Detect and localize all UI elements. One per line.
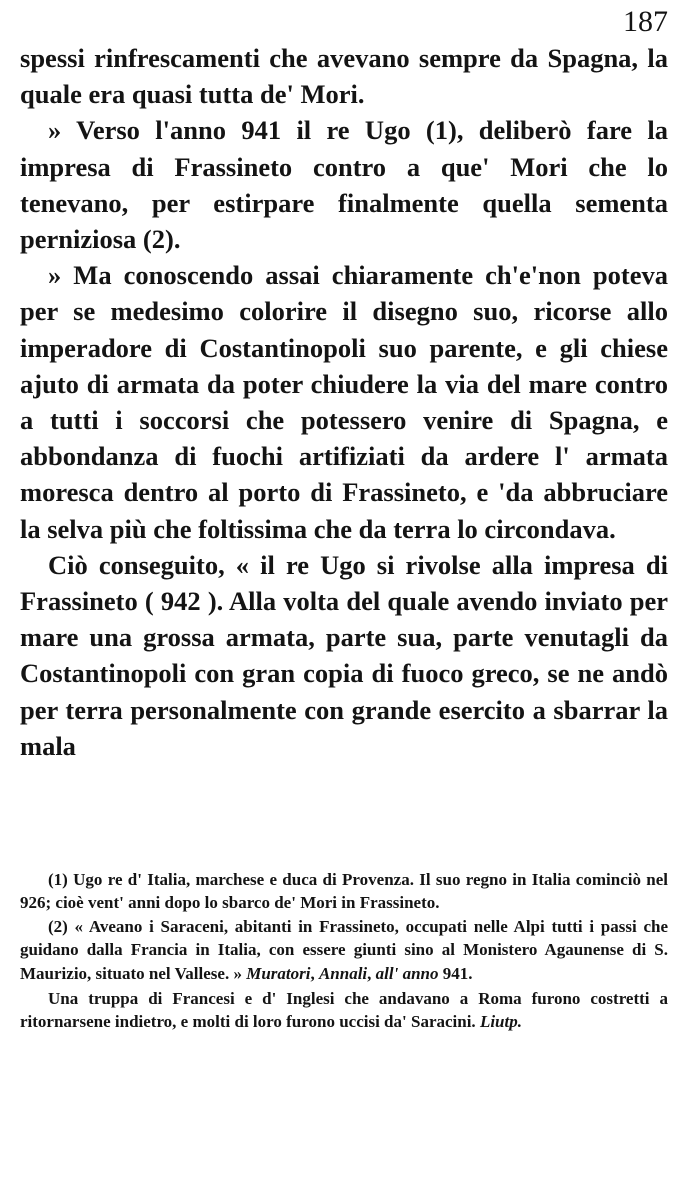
footnote-2-text: (2) « Aveano i Saraceni, abitanti in Frassineto, occupati nelle Alpi tutti i passi che guidano dalla Francia in Italia, con essere giunti sino al Monistero Agaunense di S. Maurizio, situato nel Vallese. » (20, 916, 668, 983)
footnote-2-author: Muratori (246, 963, 311, 983)
page-number: 187 (623, 5, 668, 38)
footnote-2-sep2: , (367, 963, 376, 983)
footnote-2-year: 941. (438, 963, 473, 983)
footnotes (20, 868, 668, 1034)
main-text (20, 40, 668, 764)
paragraph-3: » Ma conoscendo assai chiaramente ch'e'non poteva per se medesimo colorire il disegno suo, ricorse allo imperadore di Costantinopoli suo parente, e gli chiese ajuto di armata da poter chiudere la via del mare contro a tutti i soccorsi che potessero venire di Spagna, e abbondanza di fuochi artifiziati da ardere l' armata moresca dentro al porto di Frassineto, e 'da abbruciare la selva più che foltissima che da terra lo circondava. (20, 260, 668, 544)
footnote-2-year-label: all' anno (375, 963, 439, 983)
footnote-3 (20, 987, 668, 1034)
paragraph-4: Ciò conseguito, « il re Ugo si rivolse alla impresa di Frassineto ( 942 ). Alla volta del quale avendo inviato per mare una grossa armata, parte sua, parte venutagli da Costantinopoli con gran copia di fuoco greco, se ne andò per terra personalmente con grande esercito a sbarrar la mala (20, 549, 668, 761)
paragraph-1: spessi rinfrescamenti che avevano sempre da Spagna, la quale era quasi tutta de' Mori. (20, 43, 668, 110)
footnote-1: (1) Ugo re d' Italia, marchese e duca di Provenza. Il suo regno in Italia cominciò nel 926; cioè vent' anni dopo lo sbarco de' Mori in Frassineto. (20, 870, 668, 913)
footnote-2 (20, 915, 668, 985)
footnote-3-citation: Liutp. (479, 1012, 522, 1032)
paragraph-2: » Verso l'anno 941 il re Ugo (1), deliberò fare la impresa di Frassineto contro a que' Mori che lo tenevano, per estirpare finalmente quella sementa perniziosa (2). (20, 115, 668, 255)
footnote-3-text: Una truppa di Francesi e d' Inglesi che andavano a Roma furono costretti a ritornarsene indietro, e molti di loro furono uccisi da' Saracini. (20, 989, 668, 1032)
footnote-2-sep1: , (310, 963, 319, 983)
footnote-2-work: Annali (318, 963, 368, 983)
